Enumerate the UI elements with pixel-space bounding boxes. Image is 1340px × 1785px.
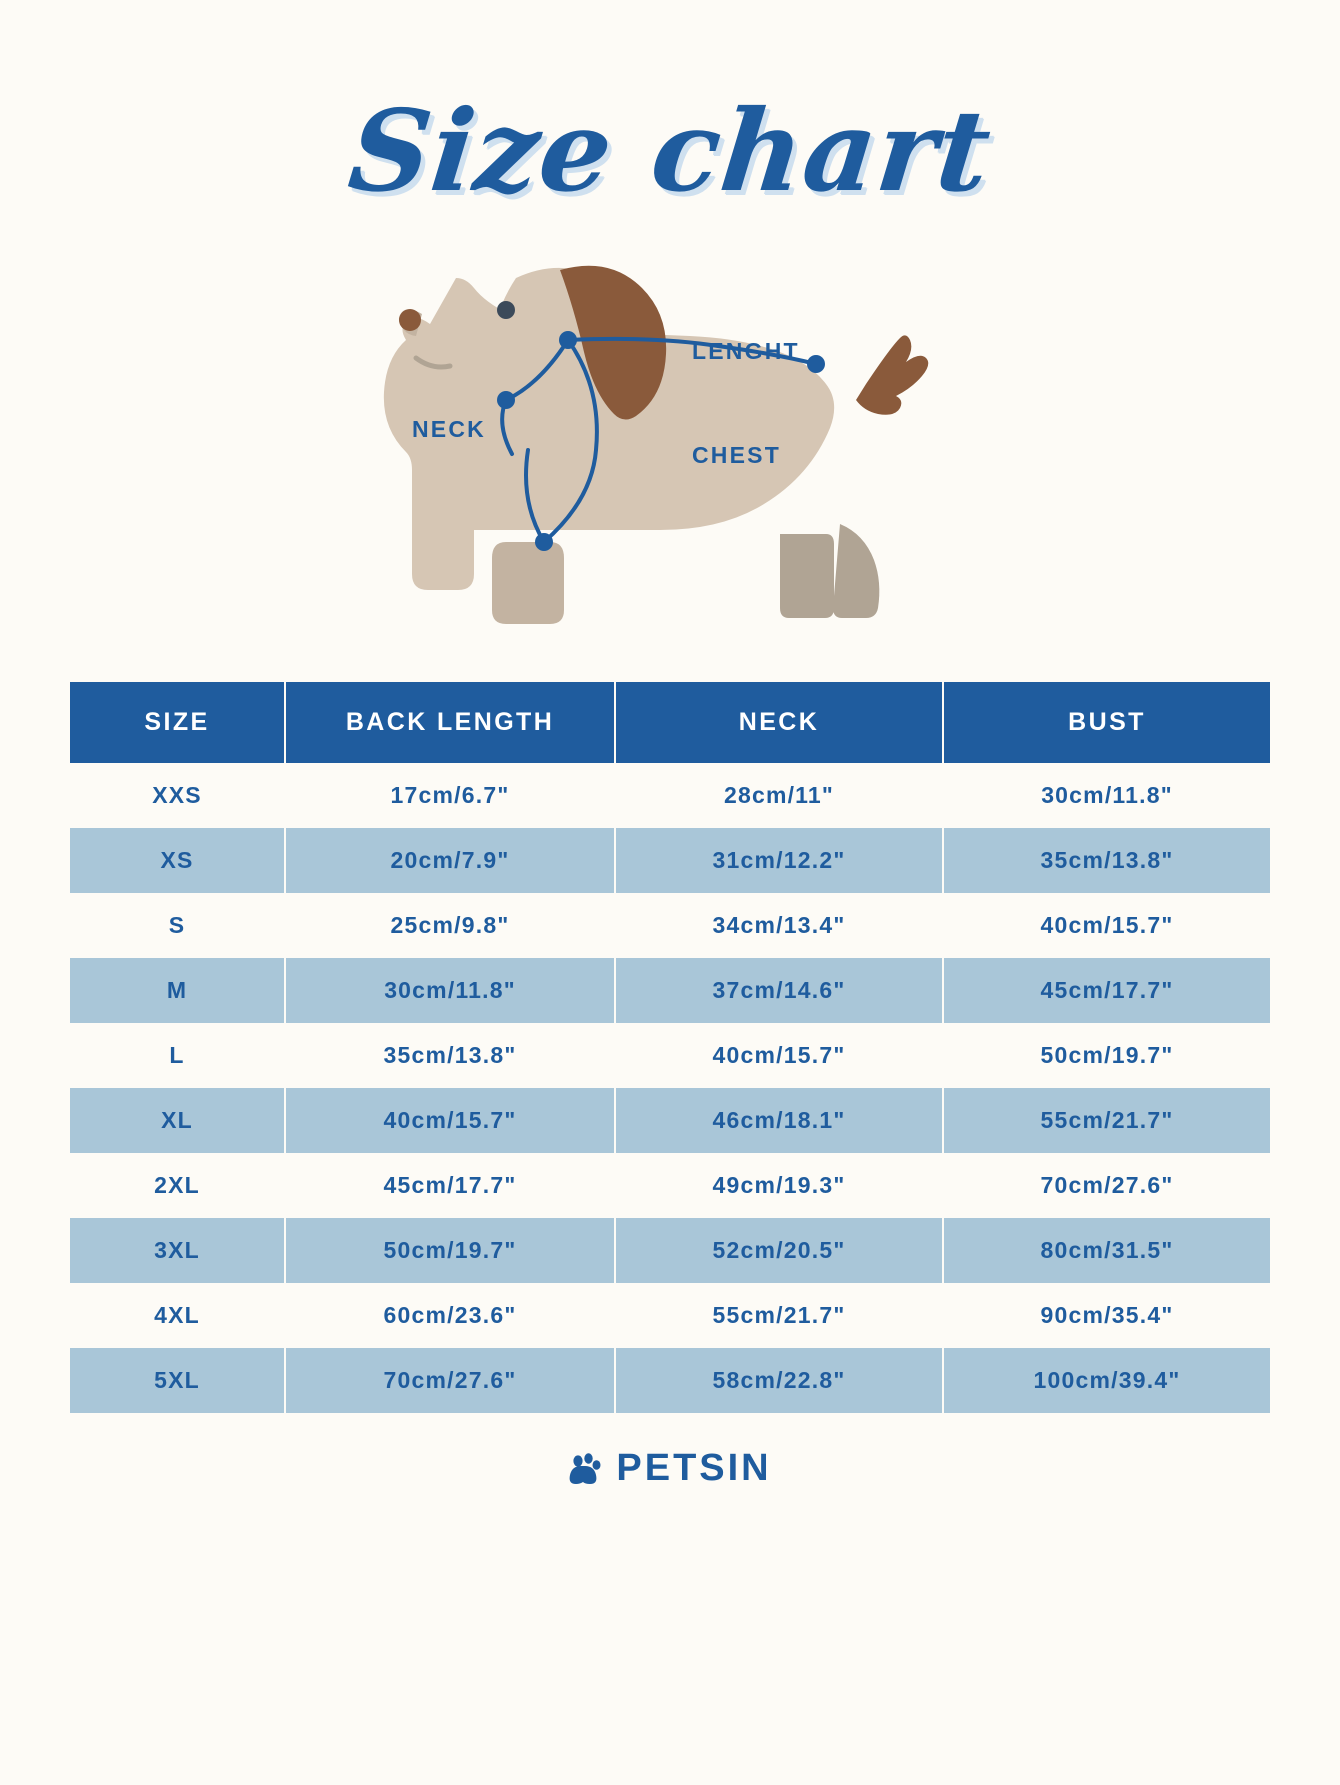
- cell-measure: 40cm/15.7": [943, 893, 1270, 958]
- size-table-wrap: [70, 682, 1270, 1413]
- cell-measure: 40cm/15.7": [615, 1023, 943, 1088]
- cell-measure: 28cm/11": [615, 763, 943, 828]
- cell-measure: 52cm/20.5": [615, 1218, 943, 1283]
- cell-measure: 45cm/17.7": [285, 1153, 615, 1218]
- cell-measure: 34cm/13.4": [615, 893, 943, 958]
- cell-measure: 37cm/14.6": [615, 958, 943, 1023]
- dog-nose: [399, 309, 421, 331]
- col-header-back-length: BACK LENGTH: [285, 682, 615, 763]
- table-body: [70, 763, 1270, 1413]
- label-chest: CHEST: [692, 442, 781, 468]
- cell-measure: 55cm/21.7": [615, 1283, 943, 1348]
- cell-size: 3XL: [70, 1218, 285, 1283]
- cell-measure: 25cm/9.8": [285, 893, 615, 958]
- cell-measure: 80cm/31.5": [943, 1218, 1270, 1283]
- page-title: Size chart: [343, 86, 998, 217]
- dog-diagram-svg: [310, 234, 1030, 654]
- cell-measure: 60cm/23.6": [285, 1283, 615, 1348]
- col-header-size: SIZE: [70, 682, 285, 763]
- cell-measure: 46cm/18.1": [615, 1088, 943, 1153]
- table-row: [70, 1283, 1270, 1348]
- cell-measure: 30cm/11.8": [943, 763, 1270, 828]
- table-row: [70, 763, 1270, 828]
- cell-measure: 30cm/11.8": [285, 958, 615, 1023]
- cell-measure: 35cm/13.8": [943, 828, 1270, 893]
- label-neck: NECK: [412, 416, 486, 442]
- table-row: [70, 1023, 1270, 1088]
- dog-hind-leg: [833, 524, 879, 618]
- cell-measure: 49cm/19.3": [615, 1153, 943, 1218]
- cell-measure: 58cm/22.8": [615, 1348, 943, 1413]
- table-row: [70, 958, 1270, 1023]
- cell-measure: 70cm/27.6": [943, 1153, 1270, 1218]
- cell-measure: 40cm/15.7": [285, 1088, 615, 1153]
- cell-size: 4XL: [70, 1283, 285, 1348]
- title-section: [0, 0, 1340, 217]
- cell-measure: 90cm/35.4": [943, 1283, 1270, 1348]
- cell-size: M: [70, 958, 285, 1023]
- col-header-neck: NECK: [615, 682, 943, 763]
- dog-eye: [497, 301, 515, 319]
- dog-front-leg: [492, 542, 564, 624]
- dog-tail: [856, 335, 928, 414]
- brand-name: PETSIN: [616, 1447, 772, 1489]
- table-row: [70, 1153, 1270, 1218]
- dog-illustration: [0, 234, 1340, 664]
- label-lenght: LENGHT: [692, 338, 800, 364]
- table-head: [70, 682, 1270, 763]
- table-row: [70, 828, 1270, 893]
- col-header-bust: BUST: [943, 682, 1270, 763]
- cell-size: XL: [70, 1088, 285, 1153]
- table-row: [70, 1218, 1270, 1283]
- cell-size: 2XL: [70, 1153, 285, 1218]
- cell-measure: 55cm/21.7": [943, 1088, 1270, 1153]
- dog-back-leg: [780, 534, 834, 618]
- table-row: [70, 1088, 1270, 1153]
- footer: [0, 1447, 1340, 1490]
- cell-measure: 50cm/19.7": [285, 1218, 615, 1283]
- cell-measure: 100cm/39.4": [943, 1348, 1270, 1413]
- size-table: [70, 682, 1270, 1413]
- cell-size: 5XL: [70, 1348, 285, 1413]
- cell-measure: 35cm/13.8": [285, 1023, 615, 1088]
- cell-measure: 70cm/27.6": [285, 1348, 615, 1413]
- cell-measure: 17cm/6.7": [285, 763, 615, 828]
- paw-icon: [568, 1452, 602, 1486]
- table-row: [70, 1348, 1270, 1413]
- cell-measure: 45cm/17.7": [943, 958, 1270, 1023]
- cell-size: L: [70, 1023, 285, 1088]
- cell-measure: 50cm/19.7": [943, 1023, 1270, 1088]
- table-header-row: [70, 682, 1270, 763]
- table-row: [70, 893, 1270, 958]
- cell-size: S: [70, 893, 285, 958]
- cell-size: XS: [70, 828, 285, 893]
- cell-measure: 31cm/12.2": [615, 828, 943, 893]
- cell-size: XXS: [70, 763, 285, 828]
- cell-measure: 20cm/7.9": [285, 828, 615, 893]
